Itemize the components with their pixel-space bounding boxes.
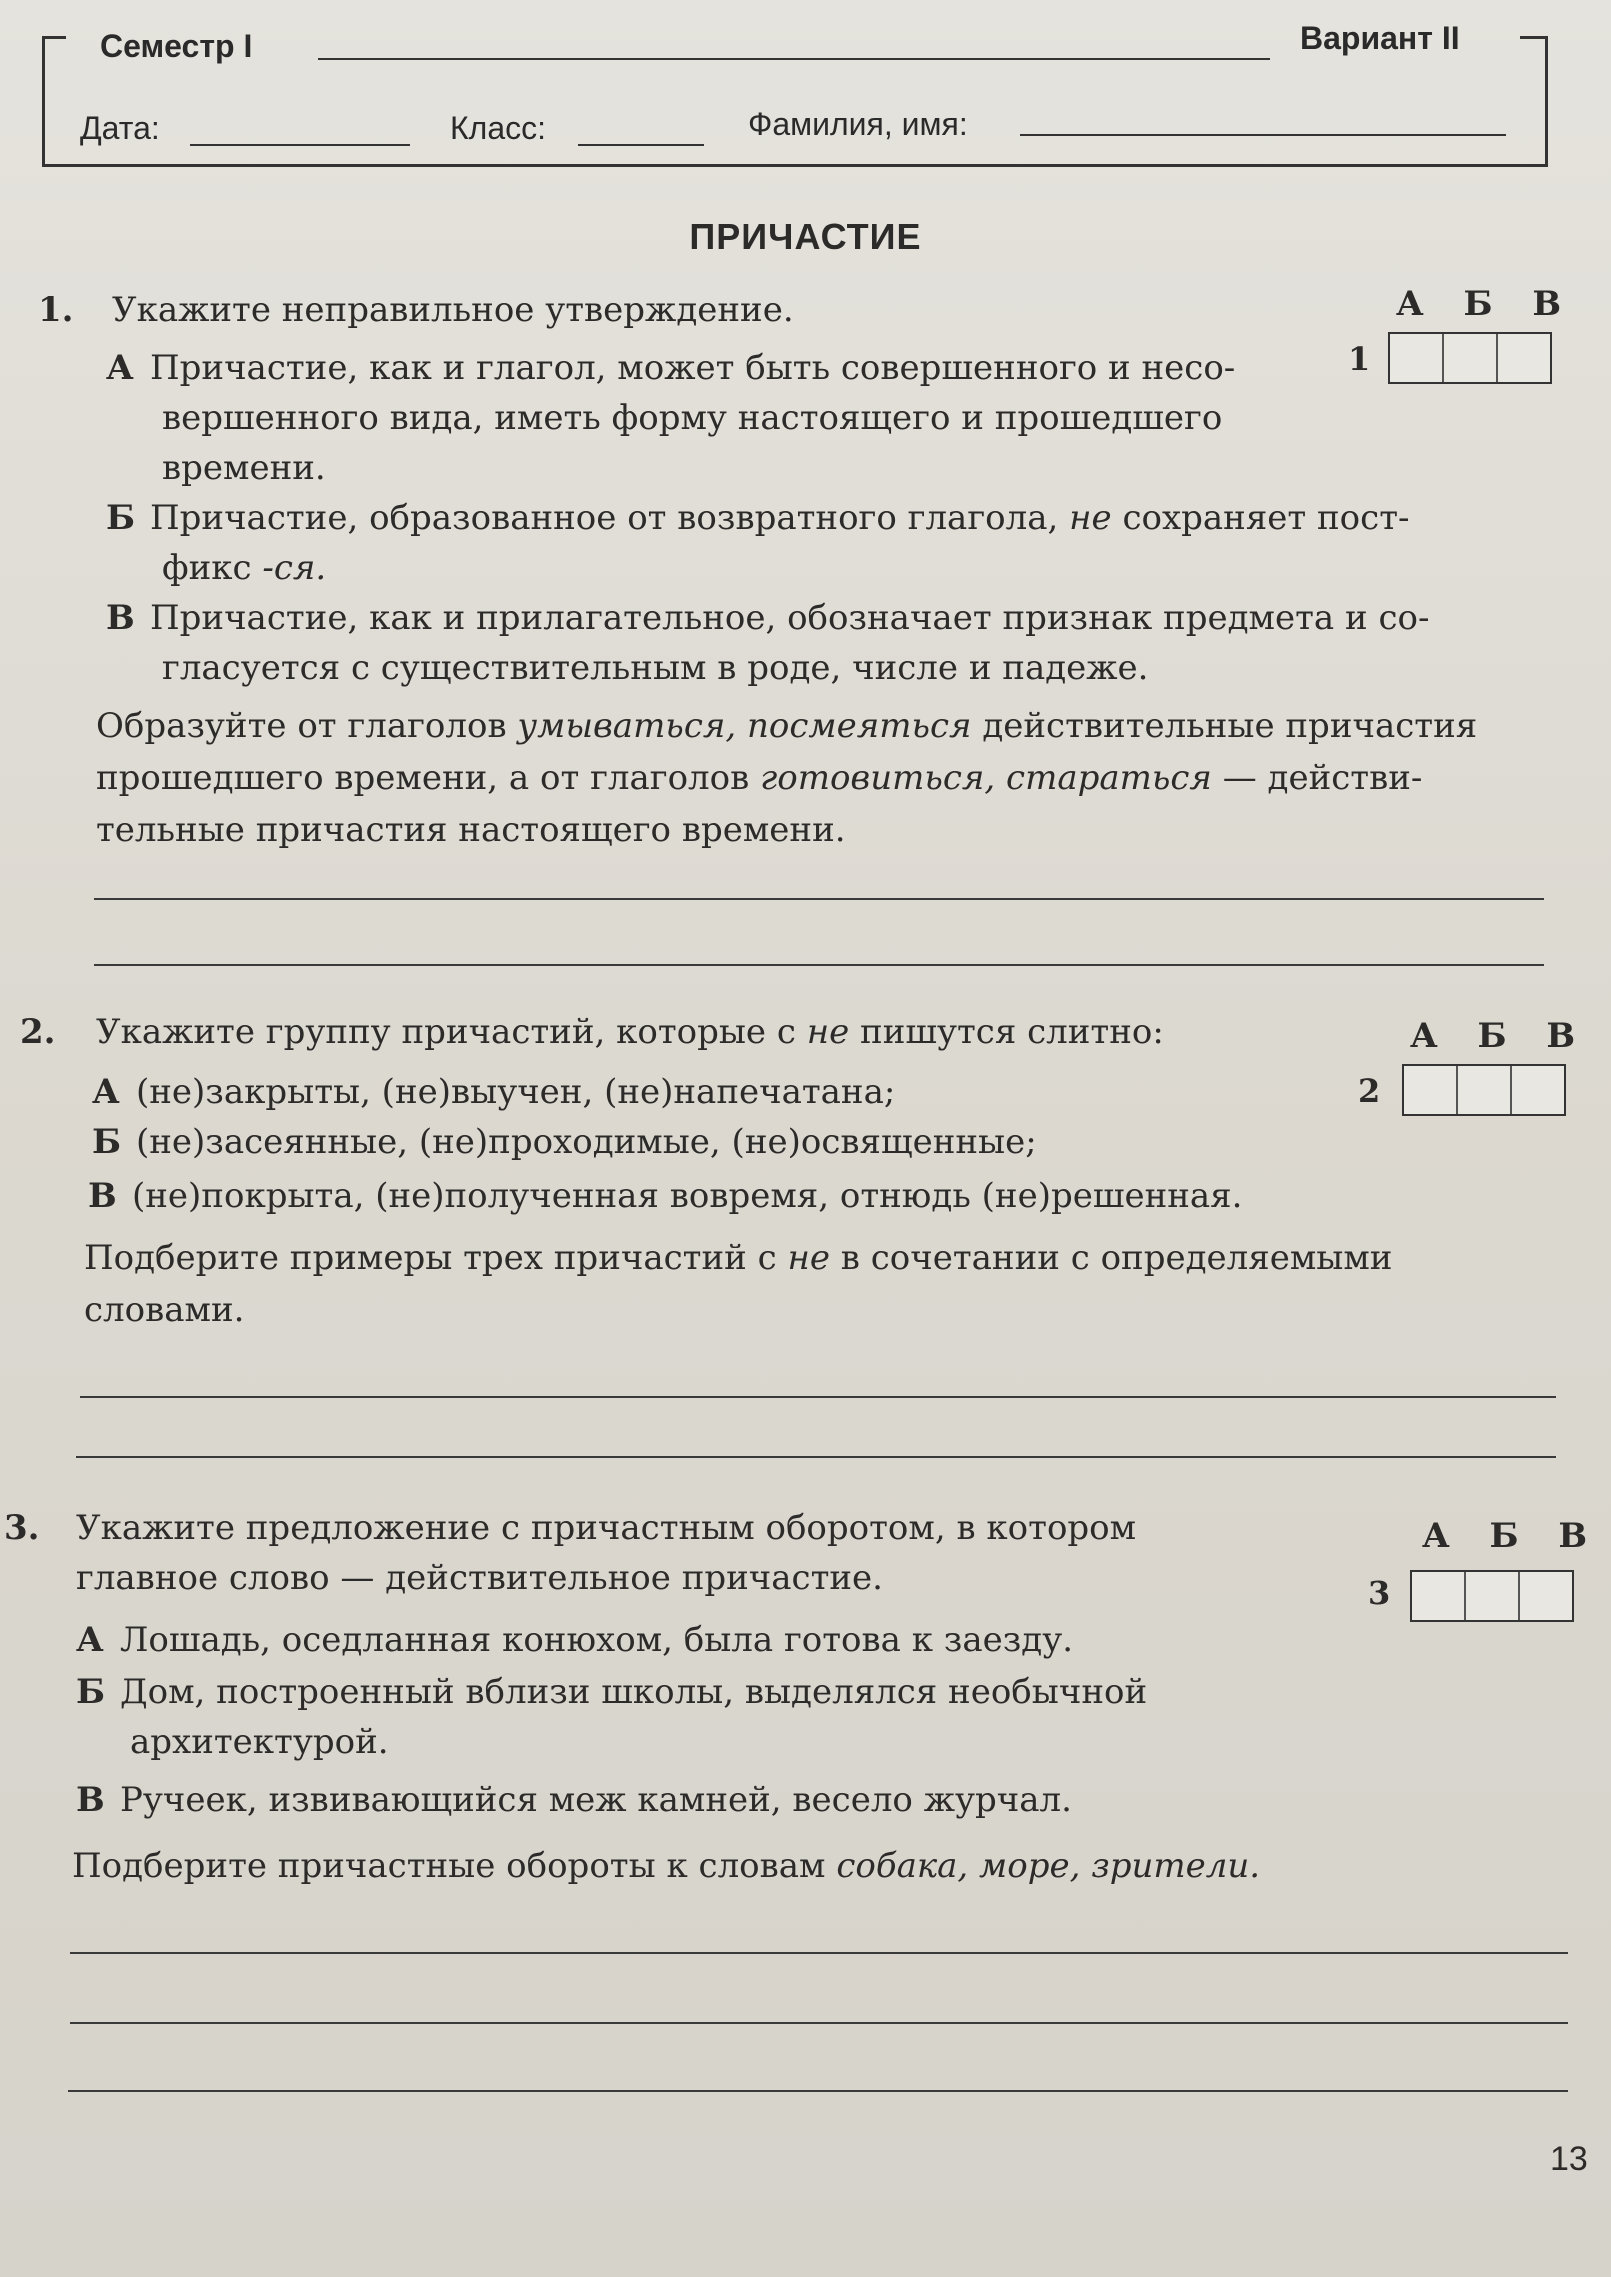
name-label: Фамилия, имя: (748, 106, 968, 142)
question-2-prompt: Укажите группу причастий, которые с не пишутся слитно: (96, 1012, 1164, 1052)
question-2-number: 2. (20, 1012, 56, 1052)
question-2-option-b (92, 1122, 1037, 1162)
option-text: Дом, построенный вблизи школы, выделялся необычной (120, 1672, 1148, 1712)
question-1-option-b-line-2: фикс -ся. (162, 548, 327, 588)
question-1-option-a-line-3: времени. (162, 448, 326, 488)
variant-label: Вариант II (1300, 20, 1460, 56)
answer-cell-a[interactable] (1404, 1066, 1458, 1114)
answer-cell-v[interactable] (1498, 334, 1550, 382)
option-text: Ручеек, извивающийся меж камней, весело журчал. (120, 1780, 1072, 1820)
question-3-answer-number: 3 (1368, 1574, 1391, 1612)
option-text: (не)покрыта, (не)полученная вовремя, отнюдь (не)решенная. (132, 1176, 1243, 1216)
question-3-answer-box[interactable] (1410, 1570, 1574, 1622)
option-letter: А (76, 1620, 104, 1660)
class-label: Класс: (450, 110, 546, 146)
question-3-answer-line-2[interactable] (70, 2022, 1568, 2024)
answer-cell-b[interactable] (1466, 1572, 1520, 1620)
question-1-task-line-3: тельные причастия настоящего времени. (96, 810, 846, 850)
option-letter: А (92, 1072, 120, 1112)
option-letter: Б (92, 1122, 122, 1162)
question-1-answer-line-2[interactable] (94, 964, 1544, 966)
name-field[interactable] (1020, 134, 1506, 136)
question-2-answer-box[interactable] (1402, 1064, 1566, 1116)
semester-label: Семестр I (100, 28, 253, 64)
question-2-answer-number: 2 (1358, 1072, 1381, 1110)
class-field[interactable] (578, 144, 704, 146)
question-1-number: 1. (38, 290, 74, 330)
question-1-answer-header: А Б В (1396, 284, 1576, 324)
question-3-answer-header: А Б В (1422, 1516, 1602, 1556)
option-letter: В (88, 1176, 117, 1216)
question-3-option-b (76, 1672, 1147, 1712)
page-number: 13 (1550, 2140, 1588, 2178)
option-letter: А (106, 348, 134, 388)
question-3-prompt-line-2: главное слово — действительное причастие. (76, 1558, 883, 1598)
question-1-answer-number: 1 (1348, 340, 1371, 378)
option-letter: В (106, 598, 135, 638)
option-text: Лошадь, оседланная конюхом, была готова к заезду. (120, 1620, 1074, 1660)
page-title: ПРИЧАСТИЕ (689, 216, 922, 257)
option-text: (не)закрыты, (не)выучен, (не)напечатана; (136, 1072, 896, 1112)
question-2-answer-header: А Б В (1410, 1016, 1590, 1056)
date-label: Дата: (80, 110, 160, 146)
answer-cell-b[interactable] (1444, 334, 1498, 382)
question-3-option-a (76, 1620, 1073, 1660)
header-frame-corner-left (42, 36, 66, 39)
question-1-option-v (106, 598, 1429, 638)
question-3-answer-line-3[interactable] (68, 2090, 1568, 2092)
semester-line (318, 58, 1270, 60)
question-1-prompt: Укажите неправильное утверждение. (112, 290, 794, 330)
question-3-number: 3. (4, 1508, 40, 1548)
answer-cell-v[interactable] (1520, 1572, 1572, 1620)
option-text: Причастие, образованное от возвратного глагола, не сохраняет пост- (150, 498, 1410, 538)
question-3-option-b-line-2: архитектурой. (130, 1722, 389, 1762)
option-text: (не)засеянные, (не)проходимые, (не)освященные; (136, 1122, 1037, 1162)
question-2-option-a (92, 1072, 895, 1112)
date-field[interactable] (190, 144, 410, 146)
option-text: Причастие, как и глагол, может быть совершенного и несо- (150, 348, 1236, 388)
question-2-answer-line-2[interactable] (76, 1456, 1556, 1458)
question-3-prompt-line-1: Укажите предложение с причастным оборотом, в котором (76, 1508, 1137, 1548)
question-2-task-line-1: Подберите примеры трех причастий с не в сочетании с определяемыми (84, 1238, 1393, 1278)
question-1-task-line-2: прошедшего времени, а от глаголов готовиться, стараться — действи- (96, 758, 1423, 798)
question-2-task-line-2: словами. (84, 1290, 245, 1330)
question-1-option-a (106, 348, 1235, 388)
option-letter: В (76, 1780, 105, 1820)
question-1-task-line-1: Образуйте от глаголов умываться, посмеяться действительные причастия (96, 706, 1478, 746)
question-1-option-a-line-2: вершенного вида, иметь форму настоящего и прошедшего (162, 398, 1223, 438)
question-3-answer-line-1[interactable] (70, 1952, 1568, 1954)
question-2-option-v (88, 1176, 1242, 1216)
question-3-option-v (76, 1780, 1072, 1820)
option-letter: Б (76, 1672, 106, 1712)
answer-cell-a[interactable] (1412, 1572, 1466, 1620)
question-1-answer-box[interactable] (1388, 332, 1552, 384)
question-3-task-line-1: Подберите причастные обороты к словам собака, море, зрители. (72, 1846, 1261, 1886)
option-letter: Б (106, 498, 136, 538)
question-1-option-v-line-2: гласуется с существительным в роде, числе и падеже. (162, 648, 1149, 688)
question-1-option-b (106, 498, 1410, 538)
option-text: Причастие, как и прилагательное, обозначает признак предмета и со- (150, 598, 1430, 638)
header-frame-corner-right (1520, 36, 1545, 39)
answer-cell-b[interactable] (1458, 1066, 1512, 1114)
answer-cell-a[interactable] (1390, 334, 1444, 382)
answer-cell-v[interactable] (1512, 1066, 1564, 1114)
question-2-answer-line-1[interactable] (80, 1396, 1556, 1398)
question-1-answer-line-1[interactable] (94, 898, 1544, 900)
